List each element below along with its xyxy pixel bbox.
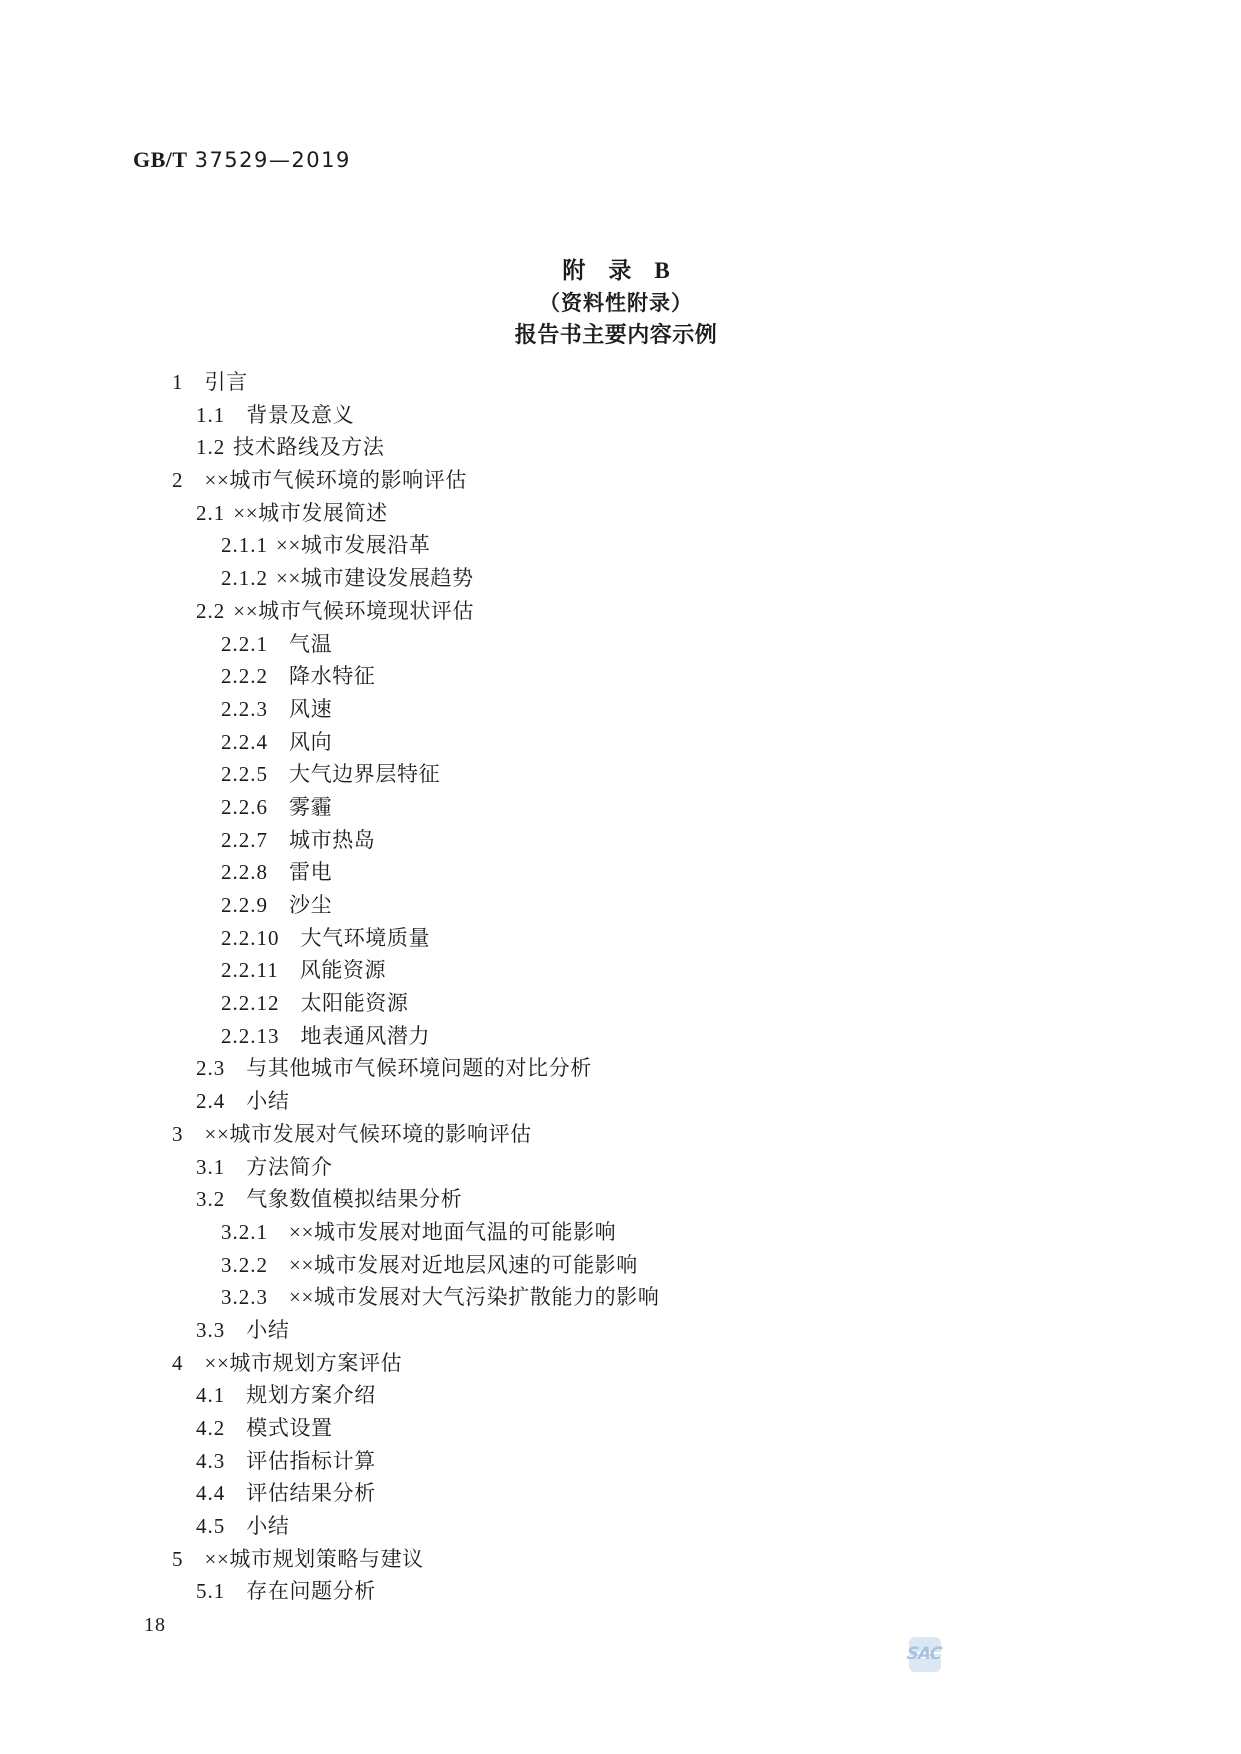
page-number: 18	[144, 1614, 166, 1636]
toc-item-number: 2.2.5	[221, 762, 268, 787]
toc-item	[0, 562, 1241, 595]
toc-item-number: 3.2.2	[221, 1252, 268, 1277]
toc-item	[0, 529, 1241, 562]
toc-item-text: ××城市规划方案评估	[204, 1350, 403, 1375]
toc-item-number: 3	[172, 1121, 184, 1146]
toc-item	[0, 922, 1241, 955]
toc-item-text: ××城市建设发展趋势	[276, 566, 474, 591]
toc-item-number: 2.2.11	[221, 958, 279, 983]
toc-item-number: 2.4	[196, 1089, 226, 1114]
toc-item-text: 风能资源	[299, 958, 387, 983]
toc-item-number: 2.2.12	[221, 991, 280, 1016]
toc-item-text: ××城市发展沿革	[276, 533, 431, 558]
toc-item-number: 4.2	[196, 1416, 226, 1440]
toc-item	[0, 1216, 1241, 1249]
toc-item	[0, 660, 1241, 693]
toc-item-text: 评估指标计算	[246, 1448, 376, 1473]
toc-item-text: ××城市发展对地面气温的可能影响	[289, 1219, 617, 1244]
toc-item-text: 大气边界层特征	[289, 762, 441, 787]
toc-item-number: 4	[172, 1350, 184, 1375]
toc-item	[0, 987, 1241, 1020]
toc-item-number: 2.2.7	[221, 827, 268, 852]
toc-item	[0, 1347, 1241, 1380]
toc-item	[0, 399, 1241, 432]
toc-item-number: 1.2	[196, 435, 226, 460]
toc-item-text: ××城市发展简述	[233, 500, 388, 525]
toc-item-number: 3.3	[196, 1317, 226, 1342]
toc-item-number: 2.2	[196, 598, 226, 623]
toc-item	[0, 595, 1241, 628]
toc-item-number: 2.2.1	[221, 631, 268, 656]
toc-item	[0, 366, 1241, 399]
toc-item-number: 3.1	[196, 1154, 226, 1179]
toc-item-text: 雷电	[289, 860, 333, 885]
toc-item-number: 2.1	[196, 500, 226, 525]
toc-item-number: 3.2	[196, 1187, 226, 1212]
toc-item	[0, 1412, 1241, 1445]
standard-code-number: 37529—2019	[194, 148, 351, 172]
toc-item	[0, 1379, 1241, 1412]
toc-item-text: 存在问题分析	[246, 1579, 376, 1604]
toc-item-number: 2.2.3	[221, 696, 268, 721]
toc-item	[0, 1085, 1241, 1118]
appendix-heading: 报告书主要内容示例	[514, 322, 718, 347]
toc-item-text: ××城市发展对近地层风速的可能影响	[289, 1252, 638, 1277]
standard-code	[133, 147, 351, 173]
toc-item-text: 沙尘	[289, 893, 333, 917]
toc-item-number: 3.2.3	[221, 1285, 268, 1310]
toc-item-number: 4.3	[196, 1448, 226, 1473]
toc-item-number: 2.2.4	[221, 729, 268, 754]
toc-item	[0, 954, 1241, 987]
toc-item-text: 气象数值模拟结果分析	[246, 1187, 463, 1212]
appendix-title: 附 录 B	[562, 258, 670, 283]
toc-item	[0, 431, 1241, 464]
toc-item-number: 2.1.2	[221, 566, 268, 591]
toc-item	[0, 889, 1241, 922]
toc-item-text: 与其他城市气候环境问题的对比分析	[246, 1056, 592, 1081]
standard-code-prefix: GB/T	[133, 147, 188, 172]
toc-item	[0, 726, 1241, 759]
toc-item	[0, 1510, 1241, 1543]
toc-item-number: 4.5	[196, 1514, 226, 1539]
toc-item	[0, 856, 1241, 889]
toc-item	[0, 1052, 1241, 1085]
toc-item-number: 3.2.1	[221, 1219, 268, 1244]
toc-item-text: 降水特征	[289, 664, 376, 689]
toc-item-text: 方法简介	[246, 1154, 333, 1179]
toc-item	[0, 1477, 1241, 1510]
toc-item	[0, 628, 1241, 661]
toc-item-text: 背景及意义	[246, 402, 355, 427]
sac-logo-text: SAC	[905, 1644, 943, 1664]
toc-item-number: 2.3	[196, 1056, 226, 1081]
toc-item	[0, 1445, 1241, 1478]
toc-item-text: ××城市发展对大气污染扩散能力的影响	[289, 1285, 660, 1310]
toc-item-text: 评估结果分析	[246, 1481, 376, 1506]
toc-item-text: ××城市发展对气候环境的影响评估	[204, 1121, 532, 1146]
toc-item	[0, 497, 1241, 530]
toc-item-number: 2.2.2	[221, 664, 268, 689]
toc-item-text: 气温	[289, 631, 333, 656]
toc-item-number: 5.1	[196, 1579, 226, 1604]
toc-item-text: 模式设置	[246, 1416, 333, 1440]
toc-item-number: 2.2.9	[221, 893, 268, 917]
toc-item-number: 2.2.6	[221, 794, 268, 819]
toc-item-text: ××城市规划策略与建议	[204, 1546, 424, 1571]
toc-item-number: 4.4	[196, 1481, 226, 1506]
toc-item	[0, 1575, 1241, 1608]
toc-item	[0, 693, 1241, 726]
toc-item	[0, 824, 1241, 857]
toc-item-number: 2.2.8	[221, 860, 268, 885]
toc-item	[0, 1249, 1241, 1282]
toc-item-text: 风向	[289, 729, 333, 754]
toc-item-number: 2	[172, 468, 184, 493]
toc-item-text: 小结	[246, 1317, 290, 1342]
toc-item-text: 小结	[246, 1089, 290, 1114]
toc-item	[0, 1543, 1241, 1576]
toc-item-text: 引言	[204, 370, 248, 394]
toc-item-text: 大气环境质量	[300, 925, 431, 950]
toc-item	[0, 758, 1241, 791]
toc-item-text: 技术路线及方法	[233, 435, 385, 460]
toc-item-text: 小结	[246, 1514, 290, 1539]
toc-item-number: 1.1	[196, 402, 226, 427]
toc-item-number: 2.2.10	[221, 925, 280, 950]
toc-item	[0, 1314, 1241, 1347]
toc-item-text: ××城市气候环境的影响评估	[204, 468, 467, 493]
toc-item-number: 1	[172, 370, 184, 394]
toc-item	[0, 1183, 1241, 1216]
toc-item	[0, 1020, 1241, 1053]
toc-item	[0, 1151, 1241, 1184]
toc-item	[0, 1118, 1241, 1151]
toc-item	[0, 791, 1241, 824]
toc-item-number: 2.1.1	[221, 533, 268, 558]
toc-item-text: 风速	[289, 696, 333, 721]
toc-item-text: 太阳能资源	[300, 991, 409, 1016]
sac-watermark	[898, 1634, 950, 1678]
toc-item-text: 规划方案介绍	[246, 1383, 376, 1408]
toc-list	[0, 366, 1241, 1608]
toc-item-text: 地表通风潜力	[300, 1023, 431, 1048]
toc-item-number: 5	[172, 1546, 184, 1571]
toc-item-text: 城市热岛	[289, 827, 376, 852]
toc-item-number: 4.1	[196, 1383, 226, 1408]
appendix-subtitle: （资料性附录）	[539, 291, 693, 315]
toc-item	[0, 464, 1241, 497]
toc-item-text: ××城市气候环境现状评估	[233, 598, 475, 623]
toc-item	[0, 1281, 1241, 1314]
toc-item-number: 2.2.13	[221, 1023, 280, 1048]
toc-item-text: 雾霾	[289, 794, 333, 819]
